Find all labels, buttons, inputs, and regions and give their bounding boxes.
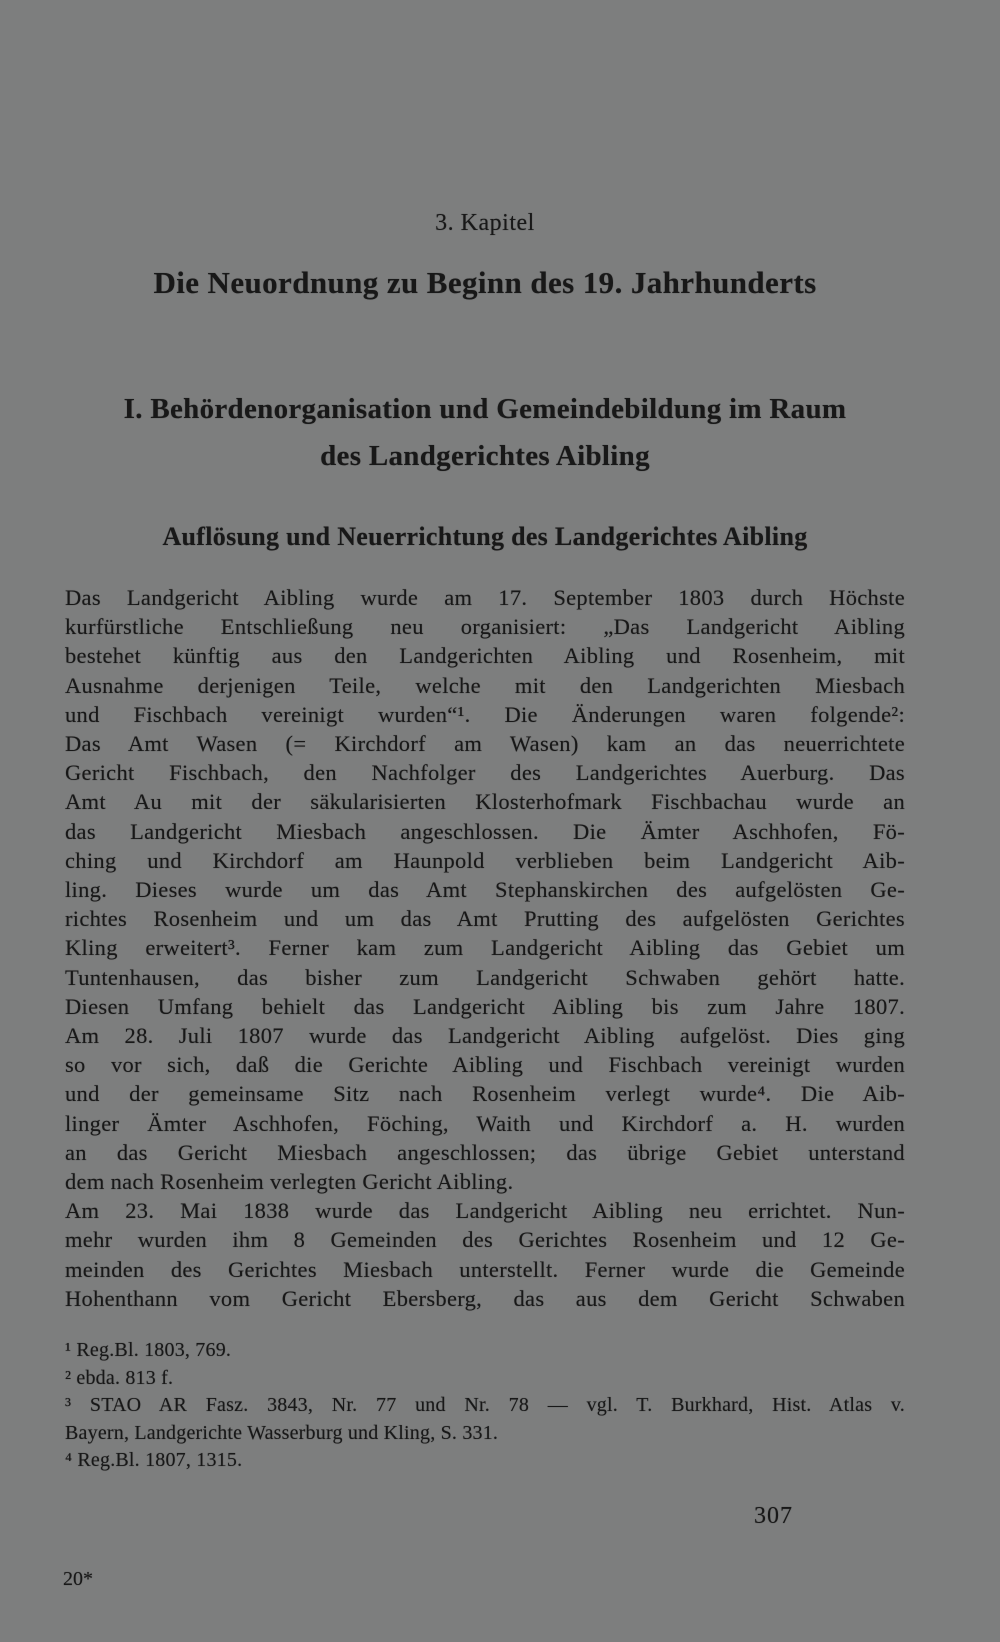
body-text-line: ching und Kirchdorf am Haunpold verblieben beim Landgericht Aib- bbox=[65, 847, 905, 873]
body-text-line: und der gemeinsame Sitz nach Rosenheim verlegt wurde⁴. Die Aib- bbox=[65, 1081, 905, 1107]
body-text-line: linger Ämter Aschhofen, Föching, Waith und Kirchdorf a. H. wurden bbox=[65, 1110, 905, 1136]
body-text-line: Amt Au mit der säkularisierten Klosterhofmark Fischbachau wurde an bbox=[65, 789, 905, 815]
body-text-line: bestehet künftig aus den Landgerichten Aibling und Rosenheim, mit bbox=[65, 643, 905, 669]
body-text-line: Das Landgericht Aibling wurde am 17. September 1803 durch Höchste bbox=[65, 585, 905, 610]
chapter-label: 3. Kapitel bbox=[435, 210, 535, 236]
footnotes bbox=[65, 1337, 905, 1475]
page-number: 307 bbox=[754, 1503, 793, 1529]
footnote-line: ³ STAO AR Fasz. 3843, Nr. 77 und Nr. 78 — vgl. T. Burkhard, Hist. Atlas v. bbox=[65, 1394, 905, 1417]
body-text-line: Am 28. Juli 1807 wurde das Landgericht Aibling aufgelöst. Dies ging bbox=[65, 1023, 905, 1049]
footnote-line: ⁴ Reg.Bl. 1807, 1315. bbox=[65, 1449, 243, 1472]
footnote-line: Bayern, Landgerichte Wasserburg und Kling, S. 331. bbox=[65, 1421, 499, 1444]
body-text-line: kurfürstliche Entschließung neu organisiert: „Das Landgericht Aibling bbox=[65, 614, 905, 640]
body-text-line: richtes Rosenheim und um das Amt Prutting des aufgelösten Gerichtes bbox=[65, 906, 905, 932]
section-heading bbox=[65, 386, 905, 480]
chapter-title: Die Neuordnung zu Beginn des 19. Jahrhunderts bbox=[153, 265, 817, 300]
body-text bbox=[65, 583, 905, 1313]
body-text-line: Ausnahme derjenigen Teile, welche mit den Landgerichten Miesbach bbox=[65, 672, 905, 698]
body-text-line: das Landgericht Miesbach angeschlossen. Die Ämter Aschhofen, Fö- bbox=[65, 818, 905, 844]
subsection-heading: Auflösung und Neuerrichtung des Landgerichtes Aibling bbox=[162, 522, 808, 551]
footnote-line: ² ebda. 813 f. bbox=[65, 1366, 174, 1389]
body-text-line: Diesen Umfang behielt das Landgericht Aibling bis zum Jahre 1807. bbox=[65, 993, 905, 1019]
signature-mark: 20* bbox=[63, 1568, 93, 1590]
section-heading-line2: des Landgerichtes Aibling bbox=[320, 440, 650, 472]
footnote-line: ¹ Reg.Bl. 1803, 769. bbox=[65, 1339, 232, 1361]
body-text-line: Kling erweitert³. Ferner kam zum Landgericht Aibling das Gebiet um bbox=[65, 935, 905, 961]
body-text-line: Am 23. Mai 1838 wurde das Landgericht Aibling neu errichtet. Nun- bbox=[65, 1198, 905, 1224]
body-text-line: Hohenthann vom Gericht Ebersberg, das aus dem Gericht Schwaben bbox=[65, 1285, 905, 1311]
body-text-line: dem nach Rosenheim verlegten Gericht Aibling. bbox=[65, 1169, 514, 1195]
body-text-line: Gericht Fischbach, den Nachfolger des Landgerichtes Auerburg. Das bbox=[65, 760, 905, 786]
body-text-line: und Fischbach vereinigt wurden“¹. Die Änderungen waren folgende²: bbox=[65, 701, 905, 727]
body-text-line: Tuntenhausen, das bisher zum Landgericht Schwaben gehört hatte. bbox=[65, 964, 905, 990]
body-text-line: so vor sich, daß die Gerichte Aibling und Fischbach vereinigt wurden bbox=[65, 1052, 905, 1078]
body-text-line: Das Amt Wasen (= Kirchdorf am Wasen) kam an das neuerrichtete bbox=[65, 731, 905, 757]
body-text-line: an das Gericht Miesbach angeschlossen; das übrige Gebiet unterstand bbox=[65, 1139, 905, 1165]
body-text-line: ling. Dieses wurde um das Amt Stephanskirchen des aufgelösten Ge- bbox=[65, 877, 905, 903]
section-heading-line1: I. Behördenorganisation und Gemeindebildung im Raum bbox=[123, 393, 847, 425]
body-text-line: meinden des Gerichtes Miesbach unterstellt. Ferner wurde die Gemeinde bbox=[65, 1256, 905, 1282]
body-text-line: mehr wurden ihm 8 Gemeinden des Gerichtes Rosenheim und 12 Ge- bbox=[65, 1227, 905, 1253]
